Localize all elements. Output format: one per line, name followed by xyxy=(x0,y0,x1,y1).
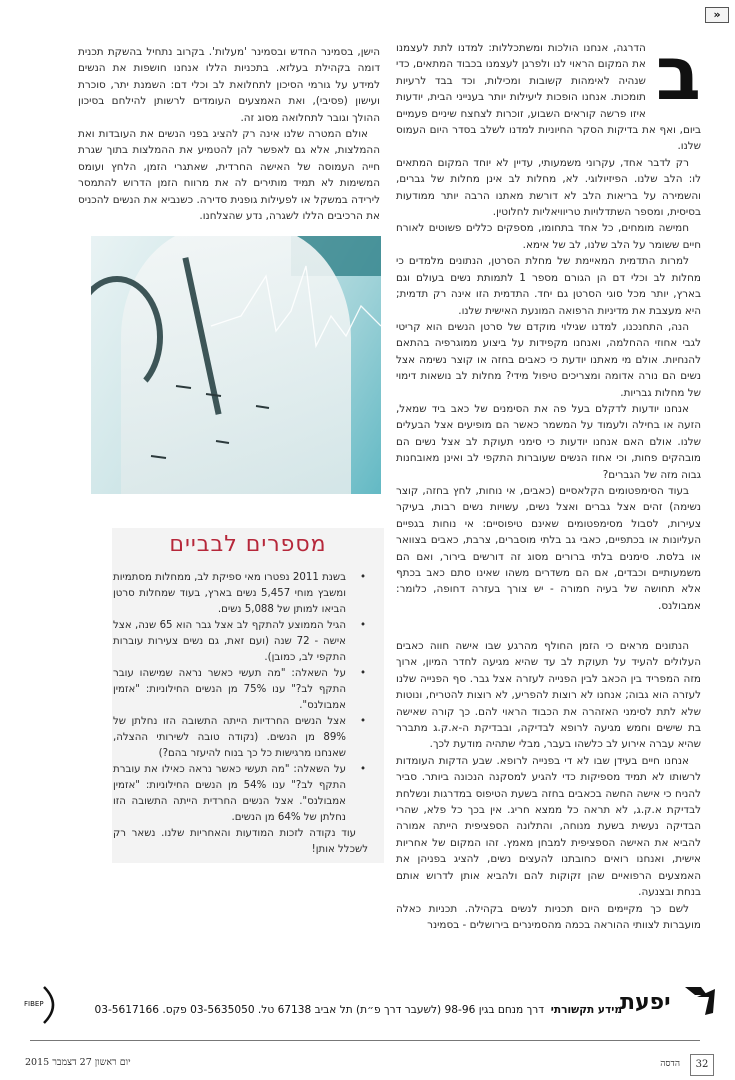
address-text: דרך מנחם בגין 98-96 (לשעבר דרך פ״ת) תל אביב 67138 טל. 03-5635050 פקס. 03-5617166 xyxy=(94,1004,545,1016)
list-item: • אצל הנשים החרדיות הייתה התשובה הזו נחלתן של 89% מן הנשים. (נקודה טובה לשירותי ההצלה, שאנחנו מרגישות כל כך בנוח להיעזר בהם?) xyxy=(113,716,366,759)
closing-text: עוד נקודה לזכות המודעות והאחריות שלנו. נשאר רק לשכלל אותן! xyxy=(113,828,368,855)
ecg-line-icon xyxy=(91,236,381,494)
article-right-column xyxy=(396,31,701,614)
doctor-stethoscope-image xyxy=(91,236,381,494)
bullet-icon: • xyxy=(359,764,366,775)
bullet-icon: • xyxy=(359,620,366,631)
facts-list xyxy=(113,570,368,858)
double-chevron-right-icon: » xyxy=(713,8,721,21)
publication-name: הדסה xyxy=(660,1059,680,1069)
paragraph: אולם המטרה שלנו אינה רק להציג בפני הנשים את העובדות ואת ההמלצות, אלא גם לאפשר להן להטמיע את ההמלצות בתוך שגרת חייה העמוסה של האישה החרדית, שאתגרי הזמן, הלחץ ועומס המשימות לא תמיד מותירים לה את מרווח הזמן הדרוש להתמסר לירידה במשקל או לפעילות גופנית סדירה. כשנביא את הנשים להכניס את הרכיבים הללו לשגרה, נדע שהצלחנו. xyxy=(78,128,380,223)
paragraph: לשם כך מקיימים היום תכניות לנשים בקהילה. תכניות כאלה מועברות לצוותי ההוראה בכמה מהסמינרים בירושלים - בסמינר xyxy=(396,902,701,931)
paragraph: אנחנו יודעות לדקלם בעל פה את הסימנים של כאב ביד שמאל, הזעה או בחילה ולעמוד על המשמר כאשר הם מופיעים אצל הבעלים שלנו. אולם האם אנחנו יודעות כי סימני תעוקת לב אצל נשים הם מובהקים פחות, וכי אחוז הנשים שעוברות התקפי לב ואינן מאובחנות גבוה מזה של הגברים? xyxy=(396,402,701,481)
paragraph: רק לדבר אחד, עקרוני משמעותי, עדיין לא יוחד המקום המתאים לו: הלב שלנו. הפיזיולוגי. לא, מחלות לב אינן מחלות של גברים, והשמירה על בריאות הלב לא דורשת מאתנו הרבה יותר ממודעות בסיסית, ומספר השתדלויות טריוויאליות לחלוטין. xyxy=(396,156,701,219)
bullet-icon: • xyxy=(359,668,366,679)
ifat-logo-text: יפעת xyxy=(620,990,671,1015)
paragraph: הנתונים מראים כי הזמן החולף מהרגע שבו אישה חווה כאבים העלולים להעיד על תעוקת לב עד שהיא מגיעה לחדר המיון, ארוך מזה המפריד בין הכאב לבין הפנייה לעזרה אצל גבר. סף הפנייה שלנו לעזרה הוא גבוה; אנחנו לא רוצות להפריע, לא רוצות להטריח, ונוטות שלא לתת לסימני האזהרה את הכבוד הראוי להם. כך קורה שאישה בת שישים וחמש מגיעה לרופא לבדיקה, ובבדיקת ה-א.ק.ג מתברר שהיא עברה אירוע לב כלשהו בעבר, מבלי שתהיה מודעת לכך. xyxy=(396,640,701,751)
list-item: • על השאלה: "מה תעשי כאשר נראה שמישהו עובר התקף לב?" ענו 75% מן הנשים החילוניות: "אזמין אמבולנס". xyxy=(113,668,366,711)
list-item: • הגיל הממוצע להתקף לב אצל גבר הוא 65 שנה, אצל אישה - 72 שנה (ועם זאת, גם נשים צעירות עוברות התקפי לב, כמובן). xyxy=(113,620,366,663)
article-right-column-continued xyxy=(396,638,701,933)
facts-box-title: מספרים לבביים xyxy=(169,532,327,557)
list-item: • על השאלה: "מה תעשי כאשר נראה כאילו את עוברת התקף לב?" ענו 54% מן הנשים החילוניות: "אזמין אמבולנס". אצל הנשים החרדית הייתה התשובה הזו נחלתן של 64% מן הנשים. xyxy=(113,764,366,823)
paragraph: למרות התדמית המאיימת של מחלת הסרטן, הנתונים מלמדים כי מחלות לב וכלי דם הן הגורם מספר 1 לתמותת נשים בעולם וגם בארץ, יותר מכל סוגי הסרטן גם יחד. התדמית הזו אינה רק תדמית; היא מעצבת את מדיניות הרפואה המונעת האישית שלנו. xyxy=(396,255,701,317)
article-left-column xyxy=(78,44,380,224)
paragraph: בעוד הסימפטומים הקלאסיים (כאבים, אי נוחות, לחץ בחזה, קוצר נשימה) זהים אצל גברים ואצל נשים, עשויות נשים רבות, בעיקר צעירות, לסבול מסימפטומים שאינם טיפוסיים: אי נוחות בגפיים העליונות או בכתפיים, כאבי גב בלתי מוסברים, צרבת, כאבים בצוואר או בלסת. סימנים בלתי ברורים מסוג זה דורשים בירור, ואם הם משמעותיים וכבדים, אם הם משדרים משהו שאינו סתם כאב בכתף אלא תחושה של בעיה חמורה - יש צורך בעזרה דחופה, כלומר: אמבולנס. xyxy=(396,484,701,612)
paragraph: הנה, התחנכנו, למדנו שגילוי מוקדם של סרטן הנשים הוא קריטי לגבי אחוזי ההחלמה, ואנחנו מקפידות על ביצוע ממוגרפיה בהתאם להנחיות. אולם מי מאתנו יודעת כי כאבים בחזה או קוצר נשימה אצל נשים הם נורה אדומה ומצריכים טיפול מידי? מחלות לב נושאות דימוי של מחלות גבריות. xyxy=(396,320,701,399)
fibep-logo-text: FIBEP xyxy=(24,1000,44,1008)
company-name: מידע תקשורתי xyxy=(550,1004,622,1016)
paragraph: הדרגה, אנחנו הולכות ומשתכללות: למדנו לתת לעצמנו את המקום הראוי לנו ולפרגן לעצמנו בכבוד המתאים, כדי שנהיה לאימהות קשובות ומכילות, וכד בבד לרעיות תומכות. אנחנו הופכות ליעילות יותר בענייני הבית, יודעות איזו פרשה קוראים השבוע, זוכרות לצחצח שיניים פעמיים ביום, ואף את בדיקות הסקר החיוניות למדנו לשלב בסדר היום העמוס שלנו. xyxy=(396,42,701,153)
paragraph: אנחנו חיים בעידן שבו לא די בפנייה לרופא. שבע הדקות העומדות לרשותו לא תמיד מספיקות כדי להגיע למסקנה הנכונה ביותר. סביר להניח כי אישה החשה בכאבים בחזה בשעת הטיפוס במדרגות ונשלחת לבדיקת א.ק.ג, לא תראה כל ממצא חריג. אין בכך כל פלא, שהרי הבדיקה נעשית בשעת מנוחה, והתלונה הספציפית הייתה אמורה להביא את האישה הספציפית למבחן מאמץ. זהו המקום של אחריות אישית, ואנחנו רואים כחובתנו להעצים נשים, להציג בפניהן את האמצעים הרפואיים שהן זקוקות להם ולהביא אותן לדרוש אותם בנחת ובצנעה. xyxy=(396,754,701,899)
bullet-icon: • xyxy=(359,716,366,727)
drop-cap: ב xyxy=(655,31,701,117)
paragraph: חמישה מומחים, כל אחד בתחומו, מספקים כללים פשוטים לאורח חיים ששומר על הלב שלנו, לב של אימא. xyxy=(396,222,701,251)
ifat-logo-icon xyxy=(683,983,717,1017)
list-item: • בשנת 2011 נפטרו מאי ספיקת לב, ממחלות מסתמיות ומשבץ מוחי 5,457 נשים בארץ, בעוד שמחלות סרטן הביאו למותן של 5,088 נשים. xyxy=(113,572,366,615)
footer-address xyxy=(72,1004,622,1016)
page-number: 32 xyxy=(690,1054,714,1076)
paragraph: הישן, בסמינר החדש ובסמינר 'מעלות'. בקרוב נתחיל בהשקת תכנית דומה בקהילת בעלזא. בתכניות הללו אנחנו חושפות את הנשים למידע על גורמי הסיכון לתחלואת לב וכלי דם: השמנת יתר, סוכרת ועישון (פסיבי), ואת האמצעים העומדים לרשותן להילחם בסיכון ההולך וגובר לתחלואה מסוג זה. xyxy=(78,46,380,124)
publication-date: יום ראשון 27 דצמבר 2015 xyxy=(25,1057,131,1068)
bullet-icon: • xyxy=(359,572,366,583)
next-page-button[interactable] xyxy=(705,7,729,23)
footer-divider xyxy=(30,1040,700,1041)
